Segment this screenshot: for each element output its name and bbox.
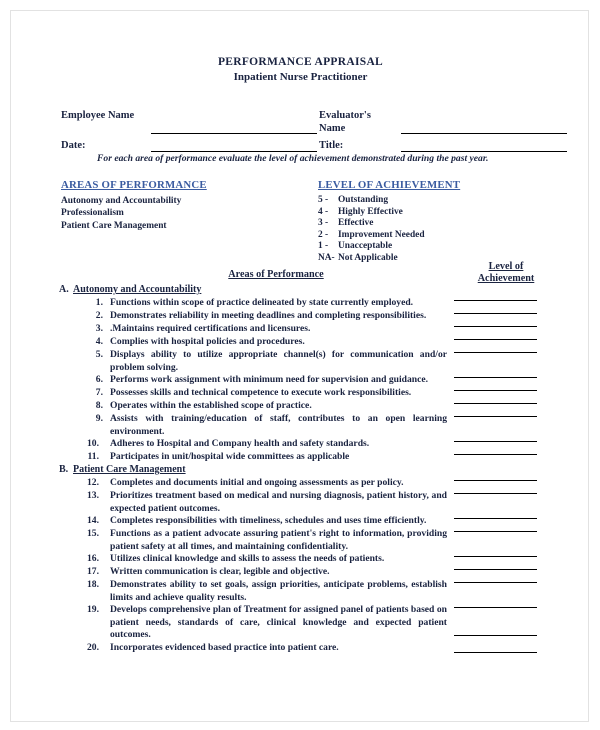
achievement-score-input[interactable] xyxy=(454,377,537,378)
item-text: Demonstrates ability to set goals, assign priorities, anticipate problems, establish limits and achieve quality results. xyxy=(110,579,447,603)
item-number: 4. xyxy=(95,336,103,347)
evaluator-name-input[interactable] xyxy=(401,133,567,134)
achievement-score-input[interactable] xyxy=(454,352,537,353)
level-code: 4 - xyxy=(318,206,329,217)
achievement-score-input[interactable] xyxy=(454,569,537,570)
achievement-score-input[interactable] xyxy=(454,556,537,557)
instruction-text: For each area of performance evaluate the level of achievement demonstrated during the past year. xyxy=(97,153,489,164)
item-text: Performs work assignment with minimum need for supervision and guidance. xyxy=(110,374,429,385)
achievement-score-input[interactable] xyxy=(454,518,537,519)
item-number: 14. xyxy=(87,515,99,526)
evaluator-name-label-line1: Evaluator's xyxy=(319,110,371,121)
areas-list-item: Autonomy and Accountability xyxy=(61,196,182,206)
item-number: 7. xyxy=(95,387,103,398)
item-text: Develops comprehensive plan of Treatment for assigned panel of patients based on patient needs, standards of care, clinical knowledge and expected patient outcomes. xyxy=(110,604,447,641)
achievement-score-input[interactable] xyxy=(454,441,537,442)
level-item xyxy=(318,195,425,207)
level-label: Highly Effective xyxy=(338,206,403,217)
item-text: Completes and documents initial and ongoing assessments as per policy. xyxy=(110,477,404,488)
areas-list-item: Professionalism xyxy=(61,208,124,219)
page-title xyxy=(11,55,590,85)
level-label: Not Applicable xyxy=(338,252,398,263)
item-number: 15. xyxy=(87,528,99,539)
level-label: Outstanding xyxy=(338,195,389,205)
achievement-score-input[interactable] xyxy=(454,652,537,653)
level-item xyxy=(318,207,425,219)
item-text: Participates in unit/hospital wide committees as applicable xyxy=(110,451,350,462)
employee-name-label: Employee Name xyxy=(61,110,135,121)
achievement-score-input[interactable] xyxy=(454,454,537,455)
level-of-achievement-heading: LEVEL OF ACHIEVEMENT xyxy=(318,179,461,191)
employee-name-input[interactable] xyxy=(151,133,317,134)
item-text: Possesses skills and technical competence to execute work responsibilities. xyxy=(110,387,412,398)
item-text: Functions as a patient advocate assuring patient's right to information, providing patient safety at all times, and maintaining confidentiality. xyxy=(110,528,447,552)
table-header-areas: Areas of Performance xyxy=(228,269,324,280)
achievement-score-input[interactable] xyxy=(454,493,537,494)
achievement-score-input[interactable] xyxy=(454,416,537,417)
item-number: 17. xyxy=(87,566,99,577)
item-text: Adheres to Hospital and Company health and safety standards. xyxy=(110,438,370,449)
item-number: 13. xyxy=(87,490,99,501)
title-subtitle: Inpatient Nurse Practitioner xyxy=(233,71,368,83)
achievement-score-input[interactable] xyxy=(454,635,537,636)
levels-list xyxy=(318,195,425,265)
item-number: 9. xyxy=(95,413,103,424)
level-item xyxy=(318,218,425,230)
achievement-score-input[interactable] xyxy=(454,339,537,340)
level-code: 1 - xyxy=(318,241,329,252)
item-text: Displays ability to utilize appropriate channel(s) for communication and/or problem solving. xyxy=(110,349,447,373)
document-page xyxy=(10,10,589,722)
section-title-a: Autonomy and Accountability xyxy=(73,284,202,295)
areas-of-performance-heading: AREAS OF PERFORMANCE xyxy=(61,179,207,191)
item-text: Functions within scope of practice delineated by state currently employed. xyxy=(110,297,414,308)
item-text: Assists with training/education of staff, contributes to an open learning environment. xyxy=(110,413,447,437)
table-header-level: Level of Achievement xyxy=(477,261,535,284)
appraisal-form xyxy=(11,11,590,723)
item-number: 1. xyxy=(95,297,103,308)
achievement-score-input[interactable] xyxy=(454,403,537,404)
item-number: 10. xyxy=(87,438,99,449)
item-text: .Maintains required certifications and licensures. xyxy=(110,323,311,334)
achievement-score-input[interactable] xyxy=(454,607,537,608)
achievement-score-input[interactable] xyxy=(454,313,537,314)
item-number: 8. xyxy=(95,400,103,411)
item-text: Operates within the established scope of practice. xyxy=(110,400,312,411)
achievement-score-input[interactable] xyxy=(454,326,537,327)
title-main: PERFORMANCE APPRAISAL xyxy=(217,56,384,68)
item-text: Completes responsibilities with timeliness, schedules and uses time efficiently. xyxy=(110,515,427,526)
level-label: Improvement Needed xyxy=(338,229,425,240)
item-number: 12. xyxy=(87,477,99,488)
level-code: 2 - xyxy=(318,229,329,240)
level-item xyxy=(318,230,425,242)
level-code: 5 - xyxy=(318,195,329,205)
item-text: Written communication is clear, legible and objective. xyxy=(110,566,330,577)
section-title-b: Patient Care Management xyxy=(73,464,186,475)
section-letter-b: B. xyxy=(59,464,69,475)
evaluator-name-label-line2: Name xyxy=(319,123,346,134)
item-number: 20. xyxy=(87,642,99,653)
areas-list-item: Patient Care Management xyxy=(61,220,167,231)
item-number: 3. xyxy=(95,323,103,334)
item-text: Demonstrates reliability in meeting deadlines and completing responsibilities. xyxy=(110,310,427,321)
item-text: Utilizes clinical knowledge and skills to assess the needs of patients. xyxy=(110,553,385,564)
level-code: 3 - xyxy=(318,218,329,229)
achievement-score-input[interactable] xyxy=(454,480,537,481)
item-number: 18. xyxy=(87,579,99,590)
title-input[interactable] xyxy=(401,151,567,152)
section-letter-a: A. xyxy=(59,284,69,295)
item-number: 16. xyxy=(87,553,99,564)
achievement-score-input[interactable] xyxy=(454,390,537,391)
level-label: Unacceptable xyxy=(338,241,393,252)
item-number: 5. xyxy=(95,349,103,360)
title-label: Title: xyxy=(319,140,344,151)
item-text: Complies with hospital policies and procedures. xyxy=(110,336,305,347)
item-text: Incorporates evidenced based practice into patient care. xyxy=(110,642,339,653)
level-label: Effective xyxy=(338,218,374,229)
item-number: 19. xyxy=(87,604,99,615)
date-input[interactable] xyxy=(151,151,317,152)
item-number: 2. xyxy=(95,310,103,321)
item-text: Prioritizes treatment based on medical and nursing diagnosis, patient history, and expected patient outcomes. xyxy=(110,490,447,514)
achievement-score-input[interactable] xyxy=(454,300,537,301)
achievement-score-input[interactable] xyxy=(454,531,537,532)
achievement-score-input[interactable] xyxy=(454,582,537,583)
level-code: NA- xyxy=(318,252,335,263)
item-number: 11. xyxy=(87,451,99,462)
item-number: 6. xyxy=(95,374,103,385)
level-item xyxy=(318,241,425,253)
level-item xyxy=(318,253,425,265)
date-label: Date: xyxy=(61,140,86,151)
areas-list xyxy=(61,195,181,232)
